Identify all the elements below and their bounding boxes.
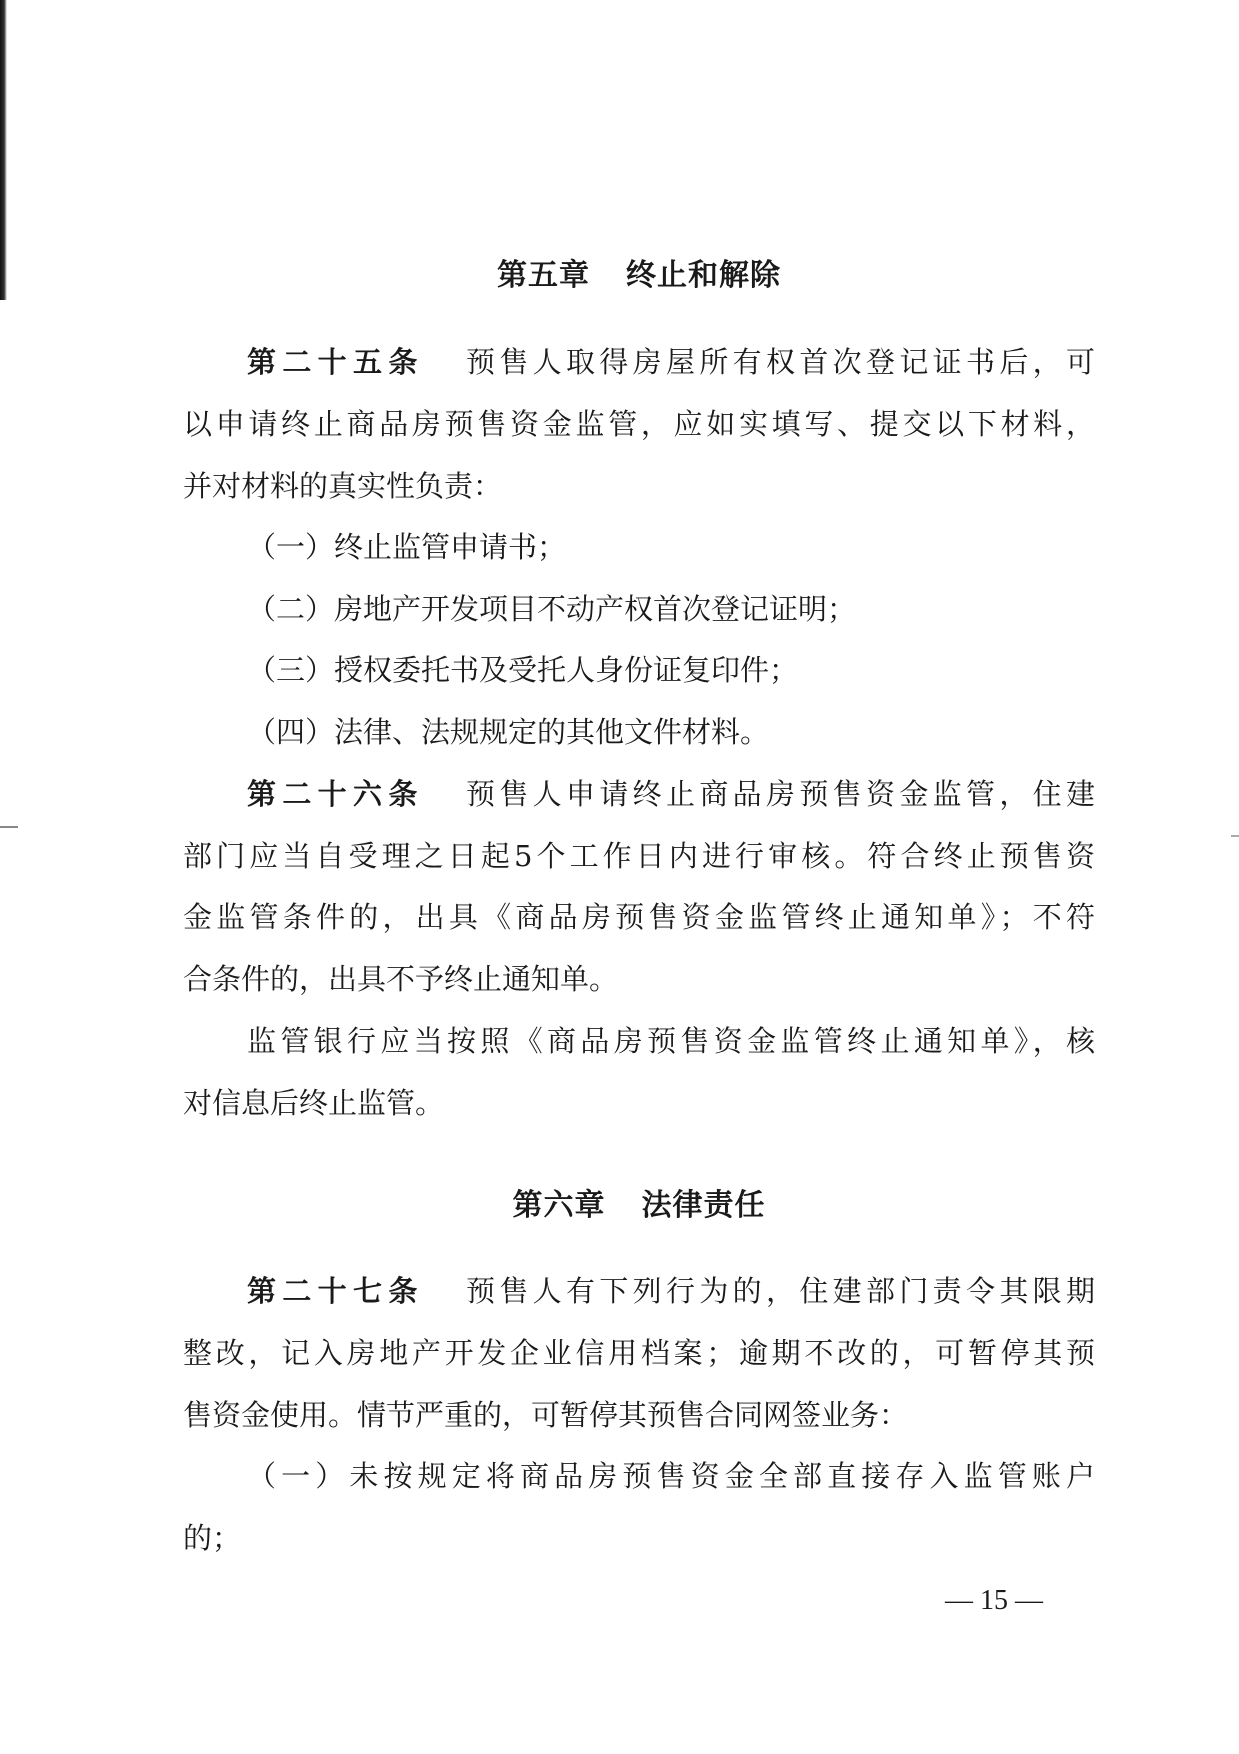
page-number: — 15 — — [945, 1585, 1043, 1616]
article-25-line-3: 并对材料的真实性负责： — [183, 469, 503, 503]
article-27-line-3: 售资金使用。情节严重的，可暂停其预售合同网签业务： — [183, 1398, 909, 1432]
article-27-line-2: 整改，记入房地产开发企业信用档案；逾期不改的，可暂停其预 — [183, 1336, 1095, 1370]
chapter-5-number: 第五章 — [497, 258, 590, 293]
article-27-text-1: 预售人有下列行为的，住建部门责令其限期 — [461, 1274, 1095, 1308]
chapter-5-title: 终止和解除 — [626, 258, 781, 293]
scan-margin-mark — [0, 826, 18, 828]
article-25-line-2: 以申请终止商品房预售资金监管，应如实填写、提交以下材料， — [183, 407, 1095, 441]
article-25-item-4: （四）法律、法规规定的其他文件材料。 — [247, 715, 770, 749]
chapter-6-title: 法律责任 — [641, 1188, 766, 1223]
chapter-5-heading — [183, 250, 1095, 294]
article-26-text-1: 预售人申请终止商品房预售资金监管，住建 — [461, 777, 1095, 811]
article-27-label: 第二十七条 — [247, 1274, 424, 1308]
article-25-label: 第二十五条 — [247, 345, 424, 379]
article-25-item-3: （三）授权委托书及受托人身份证复印件； — [247, 653, 799, 687]
scan-binding-edge — [0, 0, 7, 300]
article-27-item-1-line-1: （一）未按规定将商品房预售资金全部直接存入监管账户 — [247, 1459, 1095, 1493]
article-25-item-1: （一）终止监管申请书； — [247, 530, 567, 564]
article-25-line-1 — [247, 342, 1095, 382]
article-26-para-2-line-1: 监管银行应当按照《商品房预售资金监管终止通知单》，核 — [247, 1024, 1095, 1058]
article-25-item-2: （二）房地产开发项目不动产权首次登记证明； — [247, 592, 857, 626]
chapter-6-heading — [183, 1180, 1095, 1224]
article-25-text-1: 预售人取得房屋所有权首次登记证书后，可 — [461, 345, 1095, 379]
article-26-para-2-line-2: 对信息后终止监管。 — [183, 1086, 445, 1120]
article-27-item-1-line-2: 的； — [183, 1521, 242, 1555]
article-26-line-1 — [247, 774, 1095, 814]
article-26-label: 第二十六条 — [247, 777, 424, 811]
scan-margin-mark-right — [1231, 835, 1239, 837]
chapter-6-number: 第六章 — [512, 1188, 606, 1223]
article-26-line-4: 合条件的，出具不予终止通知单。 — [183, 962, 619, 996]
article-27-line-1 — [247, 1271, 1095, 1311]
article-26-line-3: 金监管条件的，出具《商品房预售资金监管终止通知单》；不符 — [183, 900, 1095, 934]
article-26-line-2: 部门应当自受理之日起5个工作日内进行审核。符合终止预售资 — [183, 839, 1095, 873]
